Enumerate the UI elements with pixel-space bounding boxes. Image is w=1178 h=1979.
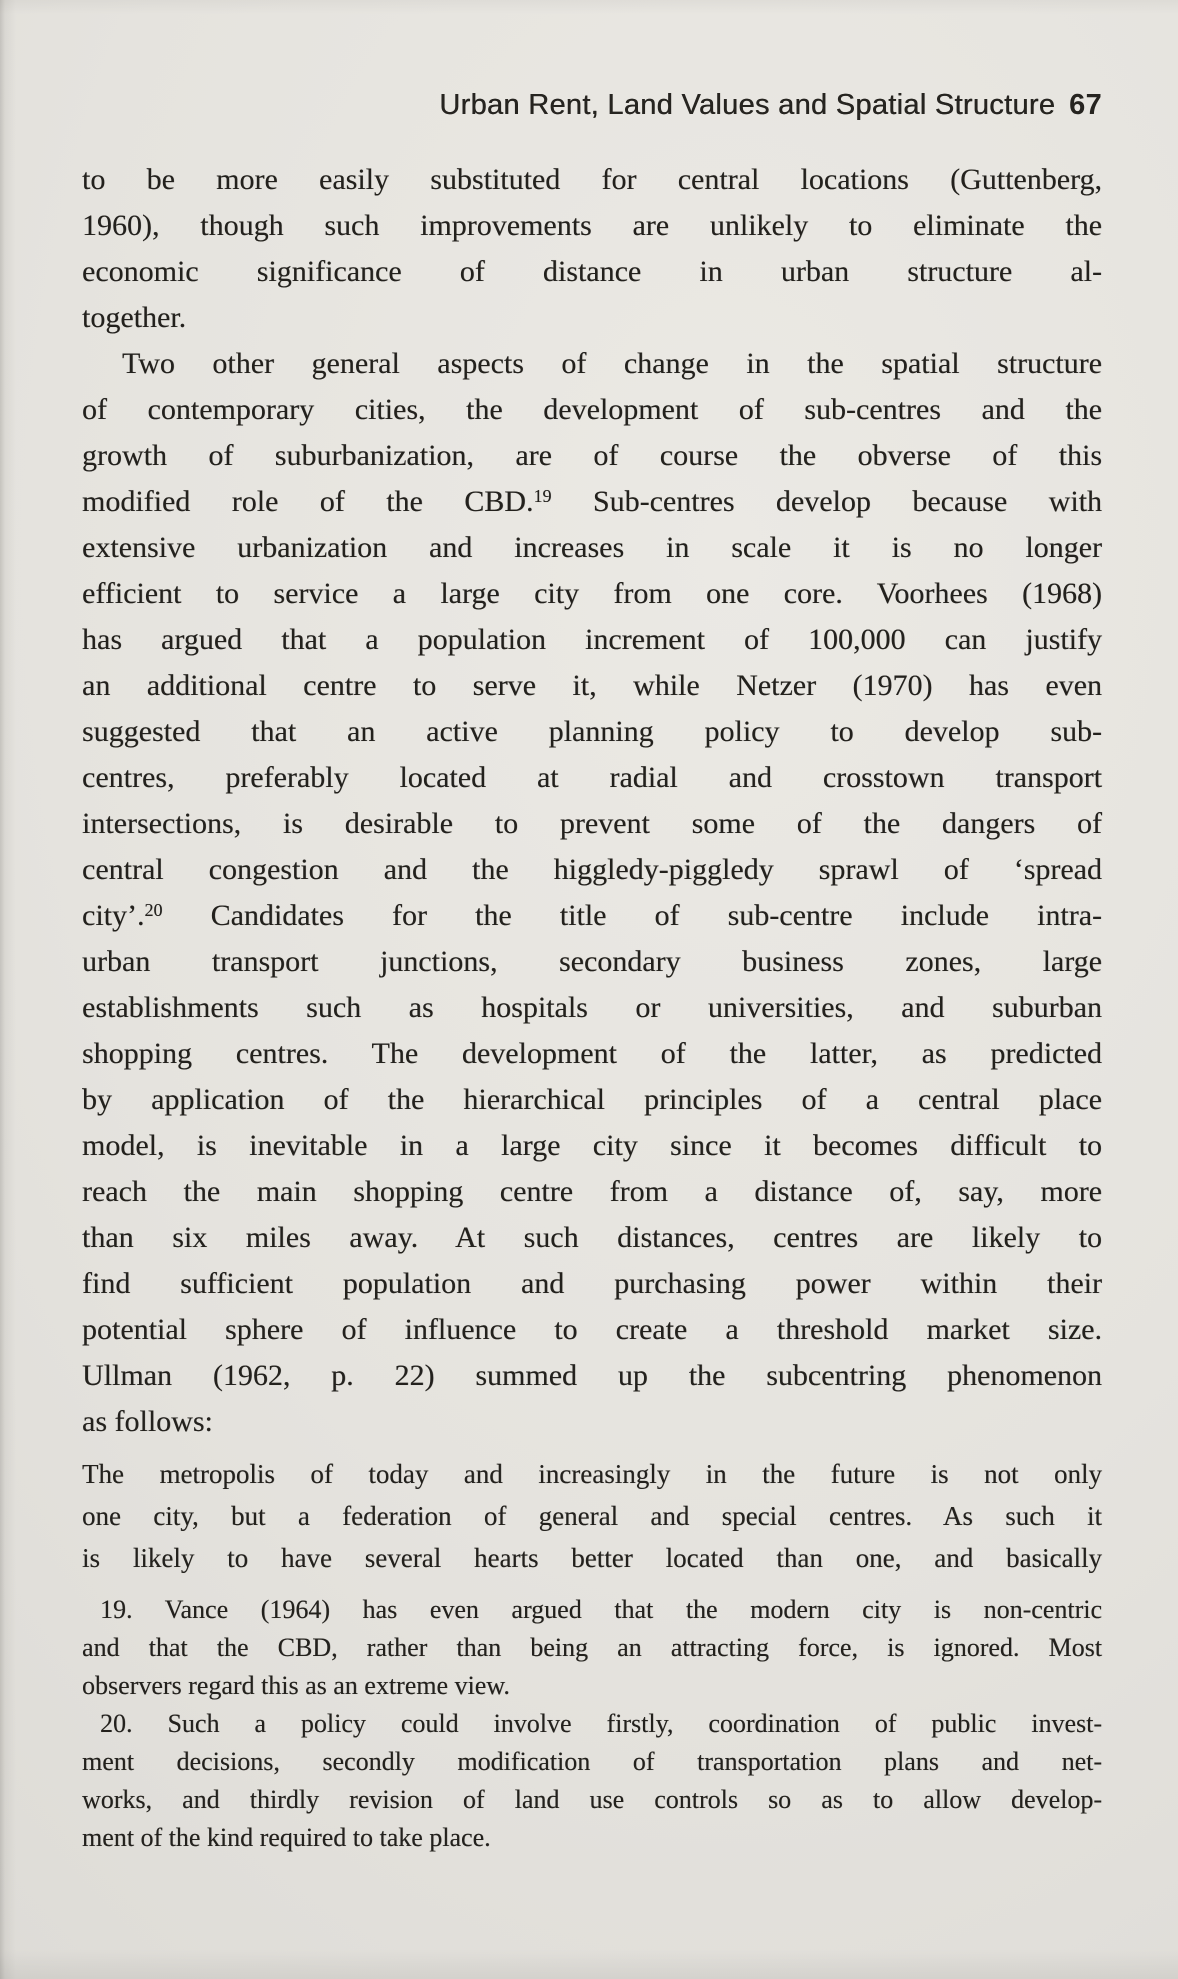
text-line: 20. Such a policy could involve firstly, coordination of public invest-: [100, 1709, 1102, 1738]
text-line: establishments such as hospitals or universities, and suburban: [82, 991, 1102, 1024]
text-line: 1960), though such improvements are unlikely to eliminate the: [82, 209, 1102, 242]
text-line: reach the main shopping centre from a distance of, say, more: [82, 1175, 1102, 1208]
text-line: one city, but a federation of general and special centres. As such it: [82, 1501, 1102, 1531]
text-line: growth of suburbanization, are of course the obverse of this: [82, 439, 1102, 472]
text-line: urban transport junctions, secondary business zones, large: [82, 945, 1102, 978]
text-line: ment decisions, secondly modification of transportation plans and net-: [82, 1747, 1102, 1776]
text-line: central congestion and the higgledy-piggledy sprawl of ‘spread: [82, 853, 1102, 886]
text-line: efficient to service a large city from one core. Voorhees (1968): [82, 577, 1102, 610]
text-line: model, is inevitable in a large city since it becomes difficult to: [82, 1129, 1102, 1162]
text-line: together.: [82, 301, 187, 334]
text-block: [82, 0, 1102, 1857]
text-line: as follows:: [82, 1405, 213, 1438]
running-head-title: Urban Rent, Land Values and Spatial Structure: [439, 89, 1056, 121]
text-line: extensive urbanization and increases in scale it is no longer: [82, 531, 1102, 564]
text-line: economic significance of distance in urban structure al-: [82, 255, 1102, 288]
text-line: than six miles away. At such distances, centres are likely to: [82, 1221, 1102, 1254]
text-line: intersections, is desirable to prevent some of the dangers of: [82, 807, 1102, 840]
text-line: shopping centres. The development of the latter, as predicted: [82, 1037, 1102, 1070]
footnote-19: [82, 1591, 1102, 1705]
text-line: is likely to have several hearts better located than one, and basically: [82, 1543, 1102, 1573]
opening-paragraph: [82, 157, 1102, 341]
text-line: Two other general aspects of change in the spatial structure: [122, 347, 1102, 380]
text-line: city’.$^{20}$ Candidates for the title of sub-centre include intra-: [82, 899, 1102, 932]
text-line: observers regard this as an extreme view.: [82, 1671, 510, 1700]
block-quote: [82, 1453, 1102, 1579]
text-line: has argued that a population increment of 100,000 can justify: [82, 623, 1102, 656]
text-line: of contemporary cities, the development of sub-centres and the: [82, 393, 1102, 426]
footnote-20: [82, 1705, 1102, 1857]
footnote-reference: 20: [144, 900, 163, 920]
text-line: by application of the hierarchical principles of a central place: [82, 1083, 1102, 1116]
text-line: works, and thirdly revision of land use controls so as to allow develop-: [82, 1785, 1102, 1814]
text-line: and that the CBD, rather than being an attracting force, is ignored. Most: [82, 1633, 1102, 1662]
text-line: to be more easily substituted for central locations (Guttenberg,: [82, 163, 1102, 196]
page-number: 67: [1069, 89, 1102, 121]
text-line: find sufficient population and purchasing power within their: [82, 1267, 1102, 1300]
text-line: modified role of the CBD.$^{19}$ Sub-centres develop because with: [82, 485, 1103, 518]
text-line: potential sphere of influence to create a threshold market size.: [82, 1313, 1102, 1346]
main-paragraph: [82, 341, 1102, 1445]
footnote-reference: 19: [533, 486, 552, 506]
text-line: ment of the kind required to take place.: [82, 1823, 491, 1852]
text-line: Ullman (1962, p. 22) summed up the subcentring phenomenon: [82, 1359, 1102, 1392]
text-line: centres, preferably located at radial and crosstown transport: [82, 761, 1102, 794]
text-line: suggested that an active planning policy to develop sub-: [82, 715, 1102, 748]
text-line: an additional centre to serve it, while Netzer (1970) has even: [82, 669, 1102, 702]
text-line: 19. Vance (1964) has even argued that the modern city is non-centric: [100, 1595, 1102, 1624]
text-line: The metropolis of today and increasingly in the future is not only: [82, 1459, 1102, 1489]
running-head: [82, 88, 1102, 122]
